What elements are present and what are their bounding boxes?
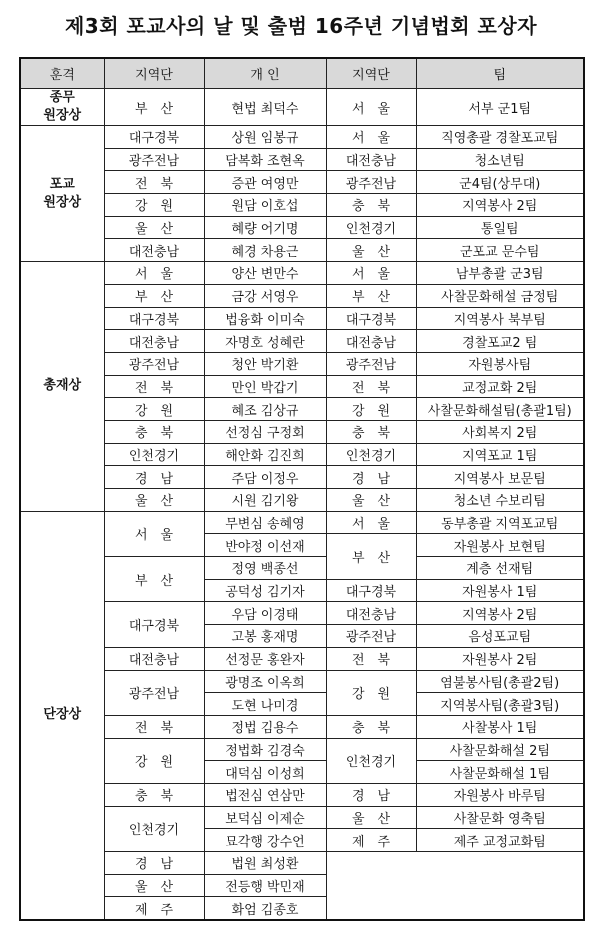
award-cell: 단장상 [20, 511, 104, 920]
region-cell: 대전충남 [104, 647, 204, 670]
team-cell: 제주 교정교화팀 [416, 829, 584, 852]
individual-cell: 원담 이호섭 [204, 194, 326, 217]
team-region-cell: 서 울 [326, 126, 416, 149]
individual-cell: 광명조 이옥희 [204, 670, 326, 693]
region-cell: 울 산 [104, 216, 204, 239]
header-row [20, 58, 584, 89]
team-cell: 교정교화 2팀 [416, 375, 584, 398]
individual-cell: 금강 서영우 [204, 284, 326, 307]
region-cell: 광주전남 [104, 670, 204, 715]
region-cell: 울 산 [104, 489, 204, 512]
individual-cell: 대덕심 이성희 [204, 761, 326, 784]
team-region-cell: 충 북 [326, 715, 416, 738]
team-cell: 서부 군1팀 [416, 89, 584, 126]
team-region-cell: 부 산 [326, 284, 416, 307]
team-cell: 청소년팀 [416, 148, 584, 171]
award-cell: 총재상 [20, 262, 104, 512]
team-region-cell: 제 주 [326, 829, 416, 852]
region-cell: 부 산 [104, 89, 204, 126]
individual-cell: 법융화 이미숙 [204, 307, 326, 330]
individual-cell: 우담 이경태 [204, 602, 326, 625]
team-region-cell: 광주전남 [326, 171, 416, 194]
team-region-cell: 광주전남 [326, 352, 416, 375]
region-cell: 강 원 [104, 738, 204, 783]
region-cell: 경 남 [104, 852, 204, 875]
individual-cell: 화엄 김종호 [204, 897, 326, 920]
award-cell: 종무 원장상 [20, 89, 104, 126]
table-row [20, 466, 584, 489]
team-region-cell: 강 원 [326, 670, 416, 715]
table-row [20, 738, 584, 761]
page-title: 제3회 포교사의 날 및 출범 16주년 기념법회 포상자 [64, 14, 538, 38]
table-row [20, 557, 584, 580]
individual-cell: 공덕성 김기자 [204, 579, 326, 602]
individual-cell: 현법 최덕수 [204, 89, 326, 126]
table-row [20, 874, 584, 897]
table-row [20, 239, 584, 262]
team-cell: 통일팀 [416, 216, 584, 239]
region-cell: 광주전남 [104, 148, 204, 171]
individual-cell: 보덕심 이제순 [204, 806, 326, 829]
team-region-cell: 충 북 [326, 194, 416, 217]
region-cell: 울 산 [104, 874, 204, 897]
table-row [20, 352, 584, 375]
individual-cell: 시원 김기왕 [204, 489, 326, 512]
team-cell: 지역봉사 보문팀 [416, 466, 584, 489]
region-cell: 대전충남 [104, 239, 204, 262]
region-cell: 제 주 [104, 897, 204, 920]
team-cell: 사찰문화해설 2팀 [416, 738, 584, 761]
table-row [20, 171, 584, 194]
team-cell: 사찰문화해설팀(총괄1팀) [416, 398, 584, 421]
individual-cell: 반야정 이선재 [204, 534, 326, 557]
table-row [20, 783, 584, 806]
table-row [20, 89, 584, 126]
table-body [20, 89, 584, 921]
header-region: 지역단 [104, 58, 204, 89]
team-region-cell: 경 남 [326, 466, 416, 489]
team-cell: 자원봉사팀 [416, 352, 584, 375]
region-cell: 인천경기 [104, 806, 204, 851]
header-team-region: 지역단 [326, 58, 416, 89]
region-cell: 광주전남 [104, 352, 204, 375]
team-region-cell: 대전충남 [326, 330, 416, 353]
individual-cell: 묘각행 강수언 [204, 829, 326, 852]
team-region-cell: 대전충남 [326, 602, 416, 625]
team-cell: 자원봉사 2팀 [416, 647, 584, 670]
team-cell: 사회복지 2팀 [416, 420, 584, 443]
individual-cell: 담복화 조현옥 [204, 148, 326, 171]
individual-cell: 자명호 성혜란 [204, 330, 326, 353]
individual-cell: 주담 이정우 [204, 466, 326, 489]
team-cell: 염불봉사팀(총괄2팀) [416, 670, 584, 693]
region-cell: 전 북 [104, 375, 204, 398]
team-region-cell: 인천경기 [326, 738, 416, 783]
team-cell: 사찰봉사 1팀 [416, 715, 584, 738]
individual-cell: 청안 박기환 [204, 352, 326, 375]
team-cell: 지역봉사 북부팀 [416, 307, 584, 330]
team-region-cell: 대구경북 [326, 579, 416, 602]
region-cell: 부 산 [104, 557, 204, 602]
individual-cell: 선정심 구정회 [204, 420, 326, 443]
award-table [19, 57, 585, 921]
team-region-cell: 인천경기 [326, 443, 416, 466]
team-region-cell: 울 산 [326, 239, 416, 262]
individual-cell: 정법화 김경숙 [204, 738, 326, 761]
region-cell: 대구경북 [104, 602, 204, 647]
team-cell: 경찰포교2 팀 [416, 330, 584, 353]
region-cell: 서 울 [104, 511, 204, 556]
team-cell: 지역포교 1팀 [416, 443, 584, 466]
individual-cell: 법원 최성환 [204, 852, 326, 875]
team-cell: 지역봉사 2팀 [416, 194, 584, 217]
team-region-cell: 인천경기 [326, 216, 416, 239]
table-row [20, 715, 584, 738]
team-cell: 지역봉사팀(총괄3팀) [416, 693, 584, 716]
team-region-cell: 서 울 [326, 89, 416, 126]
individual-cell: 법전심 연삼만 [204, 783, 326, 806]
team-region-cell: 대전충남 [326, 148, 416, 171]
region-cell: 충 북 [104, 783, 204, 806]
region-cell: 강 원 [104, 398, 204, 421]
team-cell: 음성포교팀 [416, 625, 584, 648]
table-row [20, 511, 584, 534]
individual-cell: 선정문 홍완자 [204, 647, 326, 670]
team-cell: 동부총괄 지역포교팀 [416, 511, 584, 534]
individual-cell: 만인 박갑기 [204, 375, 326, 398]
table-row [20, 852, 584, 875]
individual-cell: 무변심 송혜영 [204, 511, 326, 534]
team-cell: 자원봉사 1팀 [416, 579, 584, 602]
table-row [20, 126, 584, 149]
individual-cell: 혜량 어기명 [204, 216, 326, 239]
table-row [20, 330, 584, 353]
region-cell: 부 산 [104, 284, 204, 307]
region-cell: 경 남 [104, 466, 204, 489]
region-cell: 서 울 [104, 262, 204, 285]
team-region-cell: 충 북 [326, 420, 416, 443]
header-team: 팀 [416, 58, 584, 89]
team-cell: 사찰문화해설 금정팀 [416, 284, 584, 307]
table-row [20, 806, 584, 829]
team-cell: 자원봉사 바루팀 [416, 783, 584, 806]
individual-cell: 혜경 차용근 [204, 239, 326, 262]
table-row [20, 307, 584, 330]
individual-cell: 해안화 김진희 [204, 443, 326, 466]
table-row [20, 602, 584, 625]
region-cell: 대구경북 [104, 307, 204, 330]
team-cell: 남부총괄 군3팀 [416, 262, 584, 285]
team-cell: 군포교 문수팀 [416, 239, 584, 262]
region-cell: 인천경기 [104, 443, 204, 466]
team-cell: 계층 선재팀 [416, 557, 584, 580]
team-region-cell: 경 남 [326, 783, 416, 806]
team-region-cell: 부 산 [326, 534, 416, 579]
region-cell: 전 북 [104, 171, 204, 194]
team-cell: 군4팀(상무대) [416, 171, 584, 194]
region-cell: 충 북 [104, 420, 204, 443]
team-region-cell: 서 울 [326, 262, 416, 285]
individual-cell: 도현 나미경 [204, 693, 326, 716]
team-cell: 자원봉사 보현팀 [416, 534, 584, 557]
individual-cell: 정법 김용수 [204, 715, 326, 738]
individual-cell: 혜조 김상규 [204, 398, 326, 421]
region-cell: 전 북 [104, 715, 204, 738]
team-cell: 청소년 수보리팀 [416, 489, 584, 512]
table-row [20, 420, 584, 443]
table-row [20, 284, 584, 307]
individual-cell: 증관 여영만 [204, 171, 326, 194]
table-row [20, 216, 584, 239]
team-cell: 사찰문화 영축팀 [416, 806, 584, 829]
team-region-cell: 전 북 [326, 647, 416, 670]
team-region-cell: 울 산 [326, 489, 416, 512]
region-cell: 대전충남 [104, 330, 204, 353]
team-region-cell: 울 산 [326, 806, 416, 829]
table-row [20, 670, 584, 693]
header-individual: 개 인 [204, 58, 326, 89]
table-row [20, 647, 584, 670]
team-cell: 지역봉사 2팀 [416, 602, 584, 625]
individual-cell: 고봉 홍재명 [204, 625, 326, 648]
table-row [20, 375, 584, 398]
individual-cell: 정영 백종선 [204, 557, 326, 580]
team-cell: 사찰문화해설 1팀 [416, 761, 584, 784]
region-cell: 대구경북 [104, 126, 204, 149]
team-region-cell: 대구경북 [326, 307, 416, 330]
table-row [20, 489, 584, 512]
team-cell: 직영총괄 경찰포교팀 [416, 126, 584, 149]
table-row [20, 262, 584, 285]
table-row [20, 897, 584, 920]
table-row [20, 194, 584, 217]
individual-cell: 양산 변만수 [204, 262, 326, 285]
individual-cell: 전등행 박민재 [204, 874, 326, 897]
award-cell: 포교 원장상 [20, 126, 104, 262]
team-region-cell: 전 북 [326, 375, 416, 398]
individual-cell: 상원 임봉규 [204, 126, 326, 149]
team-region-cell: 광주전남 [326, 625, 416, 648]
team-region-cell: 서 울 [326, 511, 416, 534]
region-cell: 강 원 [104, 194, 204, 217]
table-row [20, 148, 584, 171]
team-region-cell: 강 원 [326, 398, 416, 421]
table-row [20, 443, 584, 466]
header-award: 훈격 [20, 58, 104, 89]
table-row [20, 398, 584, 421]
